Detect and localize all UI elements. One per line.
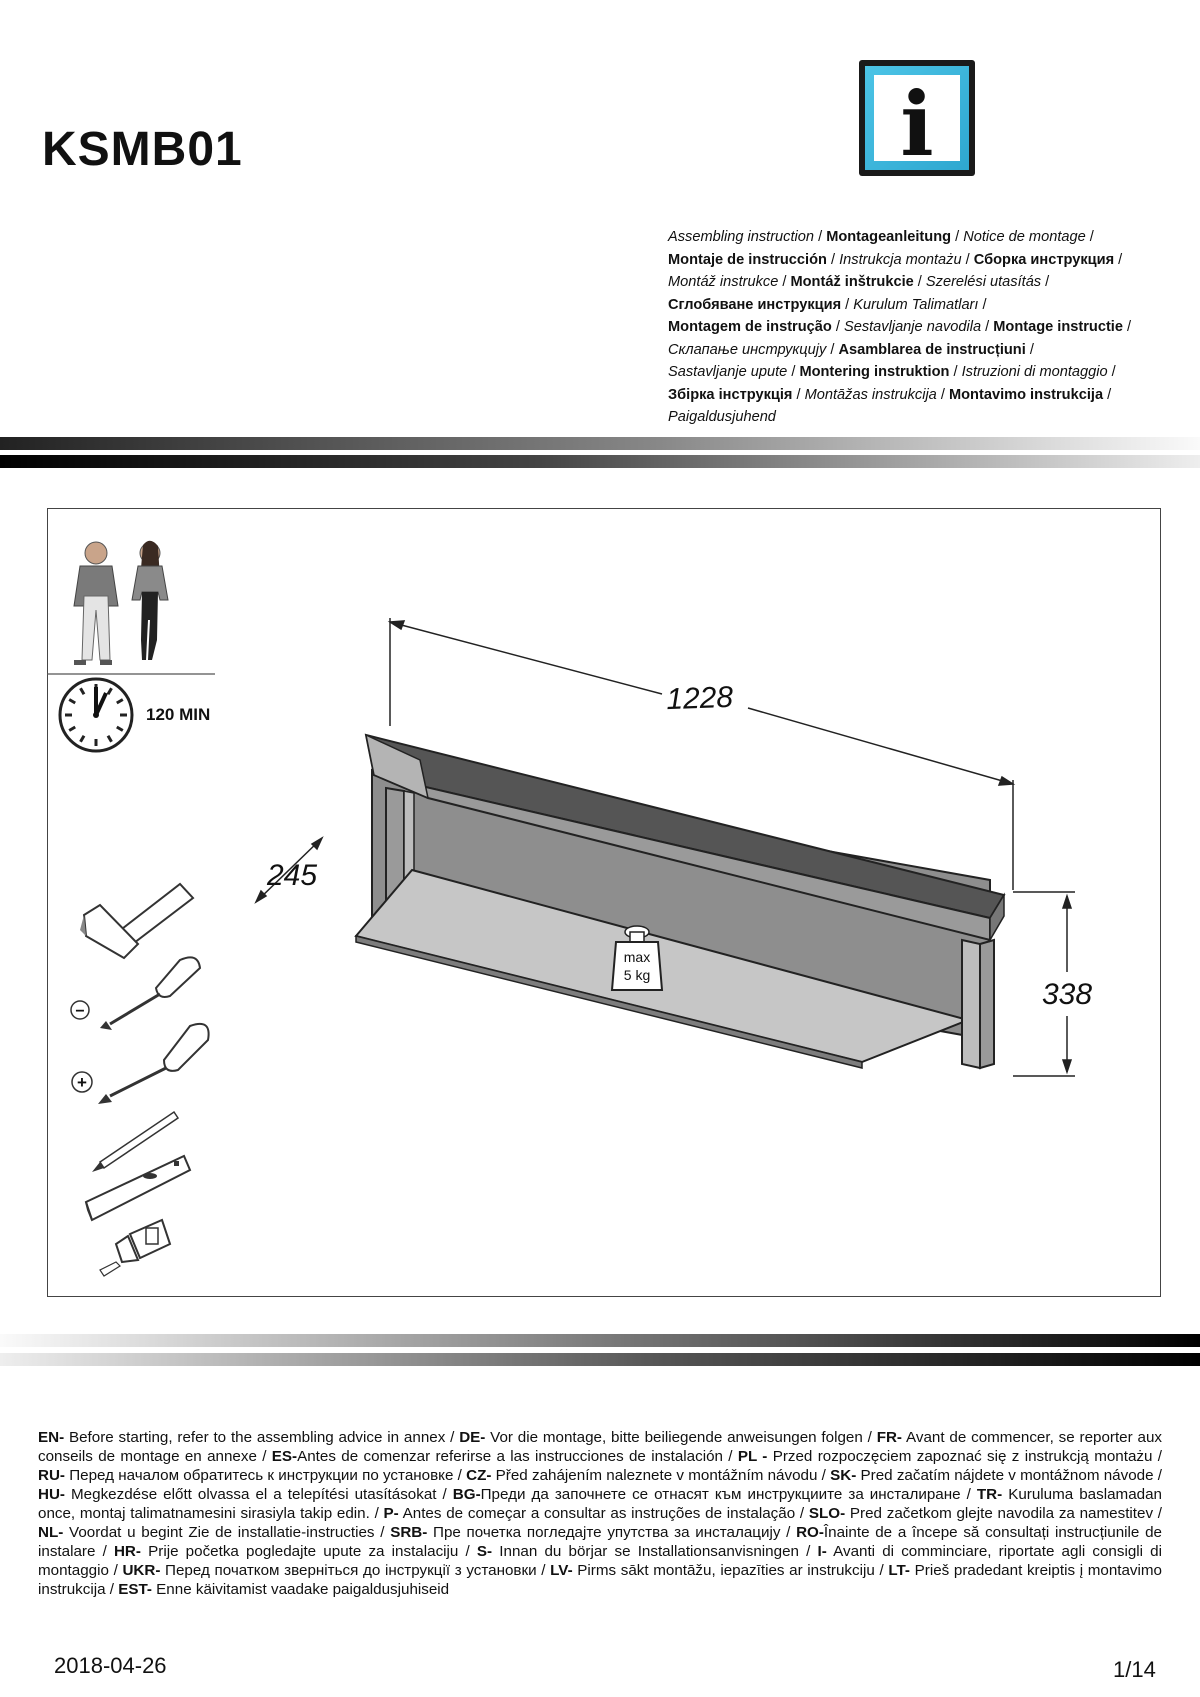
advice-text: Пре почетка погледајте упутства за инсталацију / [427,1524,797,1541]
width-dimension: 1228 [665,680,734,717]
plus-sign: + [77,1073,87,1092]
advice-text: Avant de commencer, se reporter aux conseils de montage en annexe / [38,1429,1162,1465]
advice-text: Antes de começar a consultar as instruções de instalação / [398,1505,809,1522]
language-title: Paigaldusjuhend [668,409,776,425]
assembly-advice-paragraph [38,1428,1162,1599]
language-title: Montageanleitung [826,229,952,245]
language-title: Сглобяване инструкция [668,296,842,313]
advice-text: Pred začetkom glejte navodila za namestitev / [845,1505,1163,1522]
clock-icon [60,679,132,751]
language-list: Assembling instruction / Montageanleitung / Notice de montage / Montaje de instrucción / Instrukcja montażu / Сборка инструкция / Montáž instrukce / Montáž inštrukcie / Szerelési utasítás / Сглобяване инструкция / Kurulum Talimatları / Montagem de instrução / Sestavljanje navodila / Montage instructie / Склапање инструкцију / Asamblarea de instrucțiuni / Sastavljanje upute / Montering instruktion / Istruzioni di montaggio / Збірка інструкція / Montāžas instrukcija / Montavimo instrukcija / Paigaldusjuhend [668,229,1132,425]
pencil-icon [92,1112,178,1172]
language-code: S- [476,1543,493,1560]
advice-text: Prije početka pogledajte upute za instalaciju / [140,1543,477,1560]
advice-text: Przed rozpoczęciem zapoznać się z instrukcją montażu / [767,1448,1162,1465]
document-date: 2018-04-26 [54,1653,167,1678]
language-code: BG- [452,1486,481,1503]
language-code: FR- [876,1429,902,1446]
language-code: HR- [113,1543,141,1560]
advice-text: Vor die montage, bitte beiliegende anweisungen folgen / [485,1429,877,1446]
language-code: SRB- [390,1524,428,1541]
tape-measure-icon [100,1220,170,1276]
language-title: Montage instructie [993,319,1123,335]
advice-text: Before starting, refer to the assembling advice in annex / [64,1429,460,1446]
minus-sign: − [75,1003,85,1020]
advice-text: Antes de comenzar referirse a las instrucciones de instalación / [297,1448,738,1465]
language-title: Montagem de instrução [668,319,832,335]
advice-text: Prieš pradedant kreiptis į montavimo instrukcija / [38,1562,1162,1598]
language-title: Kurulum Talimatları [853,296,979,313]
language-code: CZ- [466,1467,492,1484]
language-code: RU- [38,1467,65,1484]
max-load-line1: max [623,949,651,965]
page-number: 1/14 [1113,1657,1156,1682]
language-code: I- [817,1543,827,1560]
language-title: Assembling instruction [668,229,815,245]
language-title: Montaje de instrucción [668,251,827,268]
hammer-icon [80,884,193,958]
language-title: Sestavljanje navodila [843,319,982,335]
language-code: EN- [38,1429,65,1446]
language-code: EST- [118,1581,152,1598]
language-code: HU- [38,1486,65,1503]
language-code: P- [383,1505,399,1522]
height-dimension: 338 [1041,978,1093,1011]
language-title: Сборка инструкция [973,251,1115,268]
language-code: UKR- [122,1562,161,1579]
language-title: Montáž instrukce [668,274,779,290]
two-persons-icon [74,541,168,665]
flat-screwdriver-icon [71,957,200,1030]
advice-text: Innan du börjar se Installationsanvisningen / [492,1543,818,1560]
language-code: TR- [976,1486,1003,1503]
info-icon-glyph: i [900,72,934,176]
advice-text: Pirms sākt montāžu, iepazīties ar instrukciju / [572,1562,889,1579]
language-title: Instrukcja montażu [839,251,962,268]
language-title: Montavimo instrukcija [948,386,1104,403]
language-title: Notice de montage [963,229,1086,245]
shelf-drawing [356,735,1004,1068]
assembly-time: 120 MIN [146,705,211,724]
depth-dimension: 245 [266,859,318,892]
language-title: Montāžas instrukcija [804,386,937,403]
language-code: DE- [459,1429,486,1446]
advice-text: Înainte de a începe să consultați instrucțiunile de instalare / [38,1524,1162,1560]
footer-stripes [0,1330,1200,1370]
advice-text: Перед початком зверніться до інструкції з установки / [160,1562,551,1579]
language-title: Asamblarea de instrucțiuni [838,341,1026,358]
language-code: RO- [796,1524,824,1541]
language-code: PL - [737,1448,768,1465]
language-title: Montáž inštrukcie [790,274,914,290]
advice-text: Kuruluma baslamadan once, montaj talimatnamesini sirasiyla takip edin. / [38,1486,1162,1522]
advice-text: Преди да започнете се отнасят към инструкциите за инсталиране / [480,1486,977,1503]
language-code: ES- [271,1448,298,1465]
language-title: Склапање инструкцију [668,341,827,358]
language-title: Sastavljanje upute [668,364,788,380]
language-code: LV- [550,1562,573,1579]
advice-text: Megkezdése előtt olvassa el a telepítési utasításokat / [65,1486,453,1503]
language-code: LT- [888,1562,910,1579]
language-code: SK- [830,1467,857,1484]
language-title: Montering instruktion [799,364,950,380]
advice-text: Voordat u begint Zie de installatie-instructies / [63,1524,391,1541]
language-title: Istruzioni di montaggio [961,364,1108,380]
advice-text: Před zahájením naleznete v montážním návodu / [491,1467,831,1484]
language-code: NL- [38,1524,64,1541]
advice-text: Avanti di comminciare, riportate agli consigli di montaggio / [38,1543,1162,1579]
document-title: KSMB01 [42,123,243,176]
advice-text: Перед началом обратитесь к инструкции по установке / [65,1467,467,1484]
max-load-line2: 5 kg [623,967,651,983]
language-title: Збірка інструкція [668,386,793,403]
language-title: Szerelési utasítás [925,274,1042,290]
advice-text: Pred začatím nájdete v montážnom návode / [856,1467,1162,1484]
language-code: SLO- [808,1505,846,1522]
advice-text: Enne käivitamist vaadake paigaldusjuhiseid [151,1581,450,1598]
phillips-screwdriver-icon [72,1024,209,1104]
